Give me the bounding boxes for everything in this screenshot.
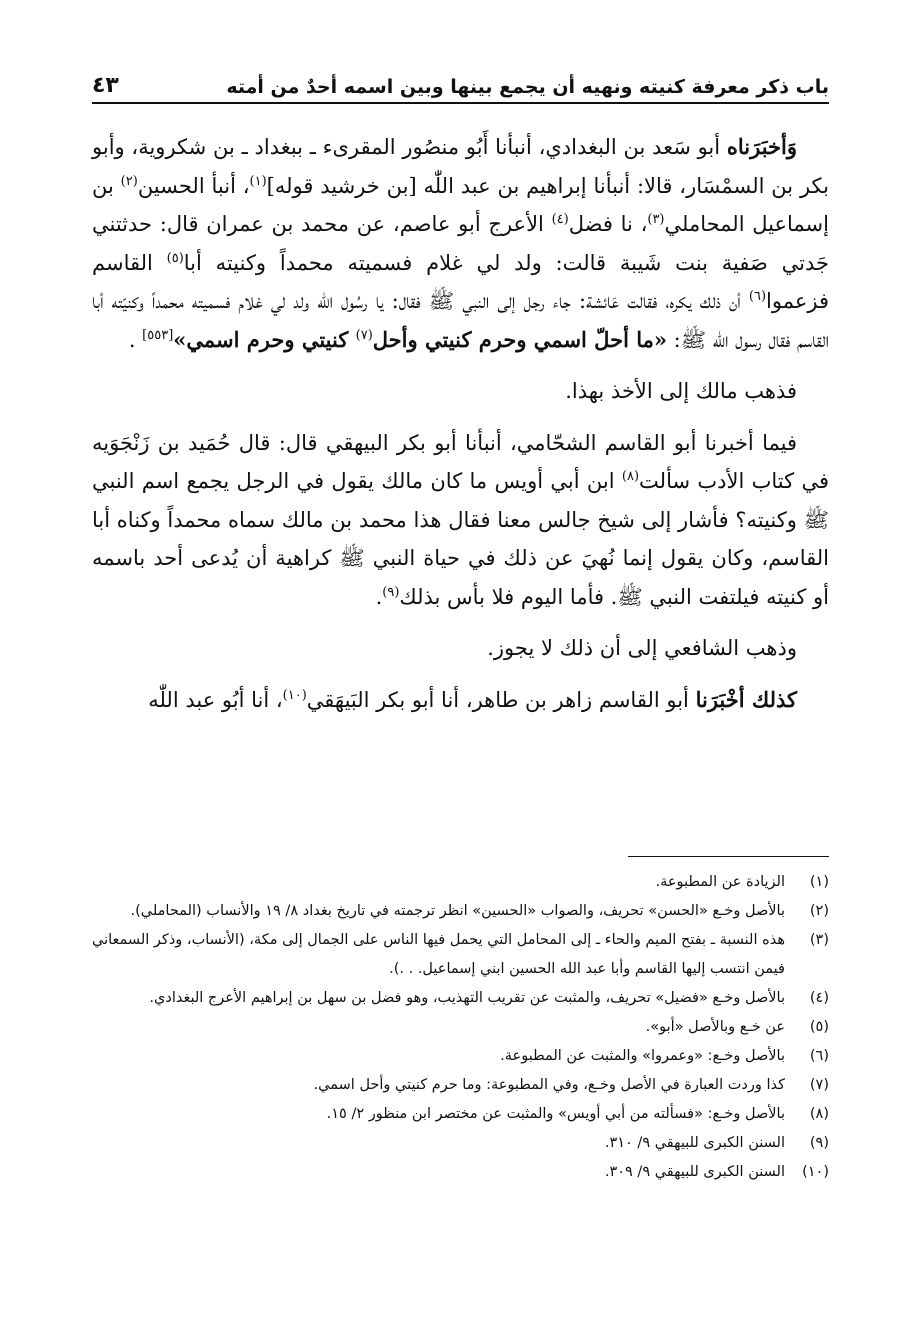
footnote-number: (٣) [809,932,829,948]
footnote-text: بالأصل وخـع: «وعمروا» والمثبت عن المطبوعة. [500,1048,785,1064]
footnote-item [92,897,829,926]
footnote-text: بالأصل وخـع «الحسن» تحريف، والصواب «الحسين» انظر ترجمته في تاريخ بغداد ٨/ ١٩ والأنساب (المحاملي). [130,903,785,919]
footnote-separator [628,856,829,857]
footnote-number: (٧) [809,1077,829,1093]
hadith-quote: «ما أحلّ اسمي وحرم كنيتي وأحل [372,326,667,352]
footnote-marker: (٦) [748,289,767,304]
text-run: أبو سَعد بن البغدادي، أنبأنا أَبُو منصُور المقرىء ـ ببغداد ـ بن شكروية، وأبو بكر بن السمْسَار، قالا: أنبأنا إبراهيم بن عبد اللّٰه [بن خرشيد قوله] [92,135,829,198]
paragraph-3 [92,424,829,617]
footnote-marker: (٤) [551,212,569,227]
footnote-marker: (٢) [120,173,138,189]
footnote-item [92,1013,829,1042]
footnote-marker: (٨) [621,469,640,484]
footnote-text: السنن الكبرى للبيهقي ٩/ ٣١٠. [604,1135,785,1151]
page-number: ٤٣ [92,73,119,98]
footnotes [92,868,829,1187]
text-run: أن ذلك يكره، فقالت عَائشة: جاء رجل إلى النبي ﷺ فقال: يا رسُول الله ولد لي غلام فسميته محمداً وكنيّته أبا القاسم فقال رسول الله ﷺ: [92,289,829,352]
footnote-item [92,926,829,984]
footnote-number: (٤) [809,990,829,1006]
footnote-item [92,1129,829,1158]
footnote-item [92,984,829,1013]
text-run: ، أنا أبُو عبد اللّٰه [148,687,283,712]
paragraph-2: فذهب مالك إلى الأخذ بهذا. [565,379,797,403]
isnad-lead: كذلك أخْبَرَنا [695,686,797,712]
isnad-lead: وَأخبَرَناه [726,134,797,159]
footnote-marker: (٣) [647,212,665,227]
footnote-text: الزيادة عن المطبوعة. [655,874,785,890]
paragraph-4: وذهب الشافعي إلى أن ذلك لا يجوز. [487,636,797,660]
footnote-number: (١٠) [802,1164,829,1180]
text-run: أبو القاسم زاهر بن طاهر، أنا أبو بكر البَيهَقي [306,687,696,712]
footnote-item [92,868,829,897]
running-header [92,64,829,104]
footnote-item [92,1042,829,1071]
footnote-text: بالأصل وخـع: «فسألته من أبي أويس» والمثبت عن مختصر ابن منظور ٢/ ١٥. [326,1106,785,1122]
footnote-marker: (٧) [355,327,373,343]
footnote-marker: (٩) [382,584,400,600]
footnote-number: (٨) [809,1106,829,1122]
footnote-marker: (١) [249,173,267,189]
paragraph-1 [92,128,829,359]
main-text [92,128,829,719]
text-run: ، أنبأ الحسين [137,173,250,198]
text-run: . [375,584,383,609]
footnote-item [92,1158,829,1187]
footnote-marker: (١٠) [282,687,307,703]
paragraph-5 [92,681,829,720]
footnote-number: (٢) [809,903,829,919]
text-run: فيما أخبرنا أبو القاسم الشحّامي، أنبأنا أبو بكر البيهقي قال: قال حُمَيد بن زَنْجَوَيه في كتاب الأدب سألت [92,430,830,493]
text-run: . [128,327,143,352]
footnote-text: هذه النسبة ـ بفتح الميم والحاء ـ إلى المحامل التي يحمل فيها الناس على الجمال إلى مكة، (الأنساب، وذكر السمعاني فيمن انتسب إليها القاسم وأبا عبد الله الحسين ابني إسماعيل. . .). [92,932,785,977]
text-run: ابن أبي أويس ما كان مالك يقول في الرجل يجمع اسم النبي ﷺ وكنيته؟ فأشار إلى شيخ جالس معنا فقال هذا محمد بن مالك سماه محمداً وكناه أبا القاسم، وكان يقول إنما نُهيَ عن ذلك في حياة النبي ﷺ كراهية أن يُدعى أحد باسمه أو كنيته فيلتفت النبي ﷺ. فأما اليوم فلا بأس بذلك [92,469,829,609]
text-run: ، نا فضل [568,212,648,236]
hadith-quote: كنيتي وحرم اسمي» [173,326,356,352]
footnote-item [92,1071,829,1100]
text-run: بن إسماعيل المحاملي [92,173,829,236]
footnote-number: (٦) [809,1048,829,1064]
footnote-marker: (٥) [166,250,184,266]
footnote-text: كذا وردت العبارة في الأصل وخـع، وفي المطبوعة: وما حرم كنيتي وأحل اسمي. [313,1077,785,1093]
source-reference: [٥٥٣] [142,327,174,343]
footnote-number: (١) [809,874,829,890]
footnote-item [92,1100,829,1129]
footnote-number: (٥) [809,1019,829,1035]
text-run: القاسم فزعموا [92,250,829,313]
text-run: الأعرج أبو عاصم، عن محمد بن عمران قال: حدثتني جَدتي صَفية بنت شَيبة قالت: ولد لي غلام فسميته محمداً وكنيته أبا [92,212,829,275]
footnote-number: (٩) [809,1135,829,1151]
footnote-text: السنن الكبرى للبيهقي ٩/ ٣٠٩. [604,1164,785,1180]
footnote-text: بالأصل وخـع «فضيل» تحريف، والمثبت عن تقريب التهذيب، وهو فضل بن سهل بن إبراهيم الأعرج البغدادي. [149,990,785,1006]
chapter-title: باب ذكر معرفة كنيته ونهيه أن يجمع بينها وبين اسمه أحدٌ من أمته [226,76,829,98]
footnote-text: عن خـع وبالأصل «أبو». [645,1019,785,1035]
